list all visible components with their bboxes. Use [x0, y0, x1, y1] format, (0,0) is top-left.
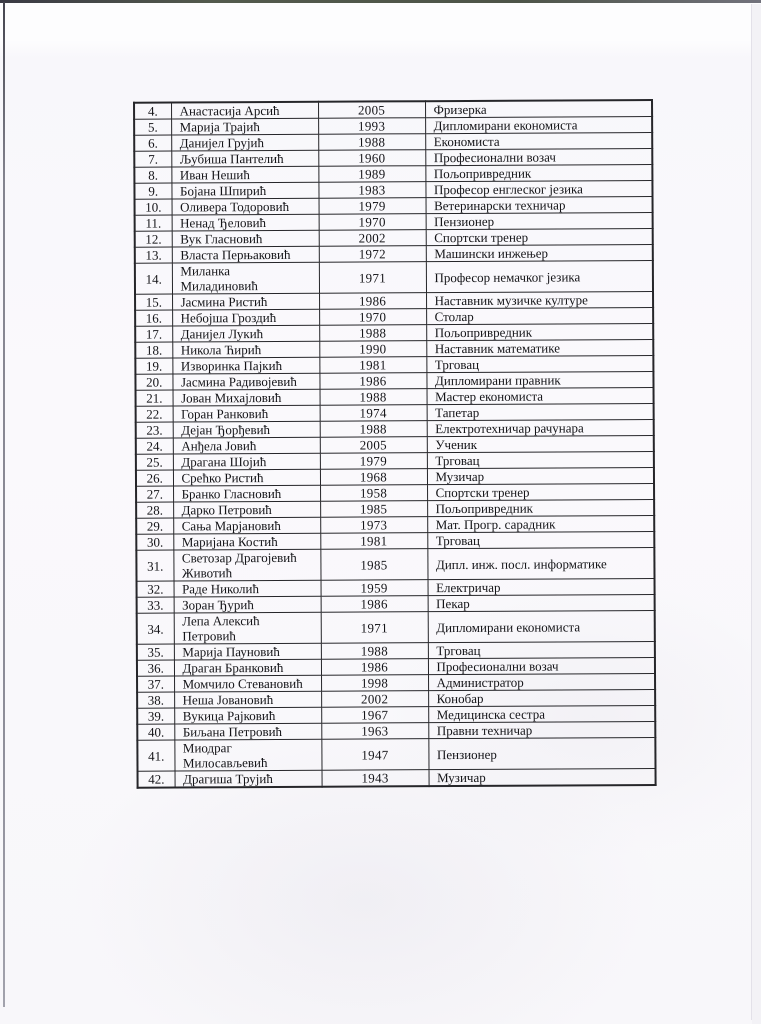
name-cell: Драгана Шојић — [173, 453, 320, 470]
row-number-cell: 28. — [136, 502, 173, 518]
name-cell: Драган Бранковић — [174, 659, 321, 676]
name-cell: Вук Гласновић — [172, 230, 319, 247]
birth-year-cell: 1998 — [321, 675, 428, 692]
name-cell: Марија Трајић — [171, 118, 318, 135]
occupation-cell: Ветеринарски техничар — [426, 197, 653, 214]
name-cell: Бојана Шпирић — [171, 182, 318, 199]
occupation-cell: Ученик — [427, 436, 654, 453]
paper-right-edge-line — [751, 4, 752, 1020]
name-cell: Биљана Петровић — [174, 723, 321, 740]
row-number-cell: 10. — [135, 199, 172, 215]
name-cell: Миланка Миладиновић — [172, 262, 319, 294]
birth-year-cell: 1981 — [319, 357, 426, 374]
occupation-cell: Пекар — [428, 594, 655, 611]
occupation-cell: Мат. Прогр. сарадник — [427, 515, 654, 532]
birth-year-cell: 1986 — [321, 659, 428, 676]
row-number-cell: 41. — [137, 740, 174, 771]
birth-year-cell: 1983 — [318, 182, 425, 199]
birth-year-cell: 1979 — [319, 198, 426, 215]
row-number-cell: 30. — [136, 534, 173, 550]
row-number-cell: 13. — [135, 247, 172, 263]
name-cell: Анђела Јовић — [173, 437, 320, 454]
occupation-cell: Пензионер — [428, 737, 655, 769]
row-number-cell: 36. — [137, 660, 174, 676]
name-cell: Неша Јовановић — [174, 691, 321, 708]
occupation-cell: Администратор — [428, 673, 655, 690]
occupation-cell: Пензионер — [426, 213, 653, 230]
row-number-cell: 11. — [135, 215, 172, 231]
name-cell: Бранко Гласновић — [173, 485, 320, 502]
row-number-cell: 23. — [136, 422, 173, 438]
birth-year-cell: 1988 — [318, 134, 425, 151]
birth-year-cell: 1970 — [319, 309, 426, 326]
row-number-cell: 6. — [134, 135, 171, 151]
table-row — [135, 292, 653, 311]
birth-year-cell: 1959 — [321, 580, 428, 597]
table-row — [136, 420, 654, 439]
occupation-cell: Електротехничар рачунара — [427, 420, 654, 437]
occupation-cell: Електричар — [428, 578, 655, 595]
birth-year-cell: 2005 — [318, 101, 425, 118]
row-number-cell: 35. — [137, 644, 174, 660]
birth-year-cell: 1974 — [320, 405, 427, 422]
name-cell: Миодраг Милосављевић — [174, 739, 321, 771]
occupation-cell: Наставник математике — [426, 340, 653, 357]
row-number-cell: 4. — [134, 103, 171, 120]
name-cell: Власта Перњаковић — [172, 246, 319, 263]
row-number-cell: 38. — [137, 692, 174, 708]
name-cell: Небојша Гроздић — [172, 309, 319, 326]
occupation-cell: Музичар — [427, 468, 654, 485]
table-row — [134, 117, 652, 136]
occupation-cell: Пољопривредник — [425, 165, 652, 182]
name-cell: Љубиша Пантелић — [171, 150, 318, 167]
table-row — [136, 547, 654, 581]
roster-table — [133, 99, 657, 789]
name-cell: Изворинка Пајкић — [172, 357, 319, 374]
name-cell: Данијел Лукић — [172, 325, 319, 342]
name-cell: Горан Ранковић — [173, 405, 320, 422]
birth-year-cell: 1971 — [321, 612, 428, 644]
occupation-cell: Дипломирани економиста — [428, 610, 655, 642]
name-cell: Сања Марјановић — [173, 517, 320, 534]
row-number-cell: 25. — [136, 454, 173, 470]
occupation-cell: Столар — [426, 308, 653, 325]
occupation-cell: Конобар — [428, 689, 655, 706]
birth-year-cell: 1943 — [322, 770, 429, 787]
name-cell: Марија Пауновић — [174, 643, 321, 660]
row-number-cell: 20. — [135, 374, 172, 390]
name-cell: Дарко Петровић — [173, 501, 320, 518]
row-number-cell: 15. — [135, 294, 172, 310]
occupation-cell: Дипломирани економиста — [425, 117, 652, 134]
birth-year-cell: 2002 — [319, 230, 426, 247]
row-number-cell: 17. — [135, 326, 172, 342]
scan-edge-left — [3, 2, 5, 1007]
birth-year-cell: 2005 — [320, 437, 427, 454]
birth-year-cell: 1971 — [319, 262, 426, 294]
birth-year-cell: 1963 — [321, 723, 428, 740]
table-row — [137, 610, 655, 644]
occupation-cell: Машински инжењер — [426, 245, 653, 262]
birth-year-cell: 1967 — [321, 707, 428, 724]
occupation-cell: Професор енглеског језика — [425, 181, 652, 198]
row-number-cell: 7. — [134, 151, 171, 167]
name-cell: Зоран Ђурић — [174, 596, 321, 613]
table-row — [137, 737, 655, 771]
name-cell: Анастасија Арсић — [171, 102, 318, 119]
name-cell: Ненад Ђеловић — [172, 214, 319, 231]
birth-year-cell: 1993 — [318, 118, 425, 135]
occupation-cell: Мастер економиста — [427, 388, 654, 405]
row-number-cell: 24. — [136, 438, 173, 454]
name-cell: Светозар Драгојевић Животић — [173, 549, 320, 581]
row-number-cell: 12. — [135, 231, 172, 247]
birth-year-cell: 1986 — [319, 373, 426, 390]
row-number-cell: 27. — [136, 486, 173, 502]
occupation-cell: Професор немачког језика — [426, 261, 653, 293]
name-cell: Лепа Алексић Петровић — [174, 612, 321, 644]
table-row — [134, 181, 652, 200]
row-number-cell: 9. — [134, 183, 171, 199]
occupation-cell: Трговац — [427, 531, 654, 548]
birth-year-cell: 1988 — [319, 325, 426, 342]
birth-year-cell: 1985 — [320, 501, 427, 518]
row-number-cell: 40. — [137, 724, 174, 740]
occupation-cell: Медицинска сестра — [428, 705, 655, 722]
row-number-cell: 22. — [136, 406, 173, 422]
occupation-cell: Фризерка — [425, 100, 652, 118]
occupation-cell: Спортски тренер — [427, 483, 654, 500]
row-number-cell: 32. — [137, 581, 174, 597]
occupation-cell: Музичар — [429, 768, 656, 786]
name-cell: Иван Нешић — [171, 166, 318, 183]
birth-year-cell: 1988 — [320, 421, 427, 438]
name-cell: Вукица Рајковић — [174, 707, 321, 724]
birth-year-cell: 2002 — [321, 691, 428, 708]
row-number-cell: 42. — [138, 771, 175, 788]
scan-edge-top — [0, 0, 761, 3]
row-number-cell: 5. — [134, 119, 171, 135]
row-number-cell: 26. — [136, 470, 173, 486]
birth-year-cell: 1973 — [320, 517, 427, 534]
occupation-cell: Трговац — [427, 452, 654, 469]
name-cell: Никола Ћирић — [172, 341, 319, 358]
birth-year-cell: 1979 — [320, 453, 427, 470]
occupation-cell: Дипл. инж. посл. информатике — [427, 547, 654, 579]
birth-year-cell: 1968 — [320, 469, 427, 486]
name-cell: Раде Николић — [174, 580, 321, 597]
occupation-cell: Правни техничар — [428, 721, 655, 738]
table-row — [138, 768, 656, 787]
birth-year-cell: 1970 — [319, 214, 426, 231]
row-number-cell: 31. — [136, 550, 173, 581]
occupation-cell: Пољопривредник — [427, 499, 654, 516]
occupation-cell: Економиста — [425, 133, 652, 150]
occupation-cell: Тапетар — [427, 404, 654, 421]
name-cell: Маријана Костић — [173, 533, 320, 550]
table-row — [135, 261, 653, 295]
birth-year-cell: 1989 — [318, 166, 425, 183]
birth-year-cell: 1986 — [321, 596, 428, 613]
paper-right-strip — [752, 4, 761, 1024]
name-cell: Драгиша Трујић — [175, 770, 322, 787]
birth-year-cell: 1985 — [320, 549, 427, 581]
row-number-cell: 29. — [136, 518, 173, 534]
row-number-cell: 21. — [136, 390, 173, 406]
occupation-cell: Спортски тренер — [426, 229, 653, 246]
row-number-cell: 37. — [137, 676, 174, 692]
row-number-cell: 18. — [135, 342, 172, 358]
name-cell: Момчило Стевановић — [174, 675, 321, 692]
row-number-cell: 16. — [135, 310, 172, 326]
row-number-cell: 34. — [137, 613, 174, 644]
name-cell: Јован Михајловић — [173, 389, 320, 406]
row-number-cell: 33. — [137, 597, 174, 613]
birth-year-cell: 1960 — [318, 150, 425, 167]
birth-year-cell: 1990 — [319, 341, 426, 358]
birth-year-cell: 1972 — [319, 246, 426, 263]
birth-year-cell: 1986 — [319, 293, 426, 310]
occupation-cell: Трговац — [428, 641, 655, 658]
name-cell: Срећко Ристић — [173, 469, 320, 486]
row-number-cell: 39. — [137, 708, 174, 724]
occupation-cell: Пољопривредник — [426, 324, 653, 341]
name-cell: Оливера Тодоровић — [172, 198, 319, 215]
birth-year-cell: 1981 — [320, 533, 427, 550]
row-number-cell: 14. — [135, 263, 172, 294]
name-cell: Дејан Ђорђевић — [173, 421, 320, 438]
name-cell: Јасмина Ристић — [172, 293, 319, 310]
name-cell: Јасмина Радивојевић — [172, 373, 319, 390]
roster-table-container — [133, 99, 657, 789]
birth-year-cell: 1988 — [320, 389, 427, 406]
row-number-cell: 8. — [134, 167, 171, 183]
birth-year-cell: 1947 — [321, 739, 428, 771]
occupation-cell: Трговац — [426, 356, 653, 373]
occupation-cell: Дипломирани правник — [426, 372, 653, 389]
row-number-cell: 19. — [135, 358, 172, 374]
occupation-cell: Професионални возач — [428, 657, 655, 674]
roster-table-body — [134, 100, 656, 788]
name-cell: Данијел Грујић — [171, 134, 318, 151]
occupation-cell: Наставник музичке културе — [426, 292, 653, 309]
birth-year-cell: 1988 — [321, 643, 428, 660]
occupation-cell: Професионални возач — [425, 149, 652, 166]
birth-year-cell: 1958 — [320, 485, 427, 502]
